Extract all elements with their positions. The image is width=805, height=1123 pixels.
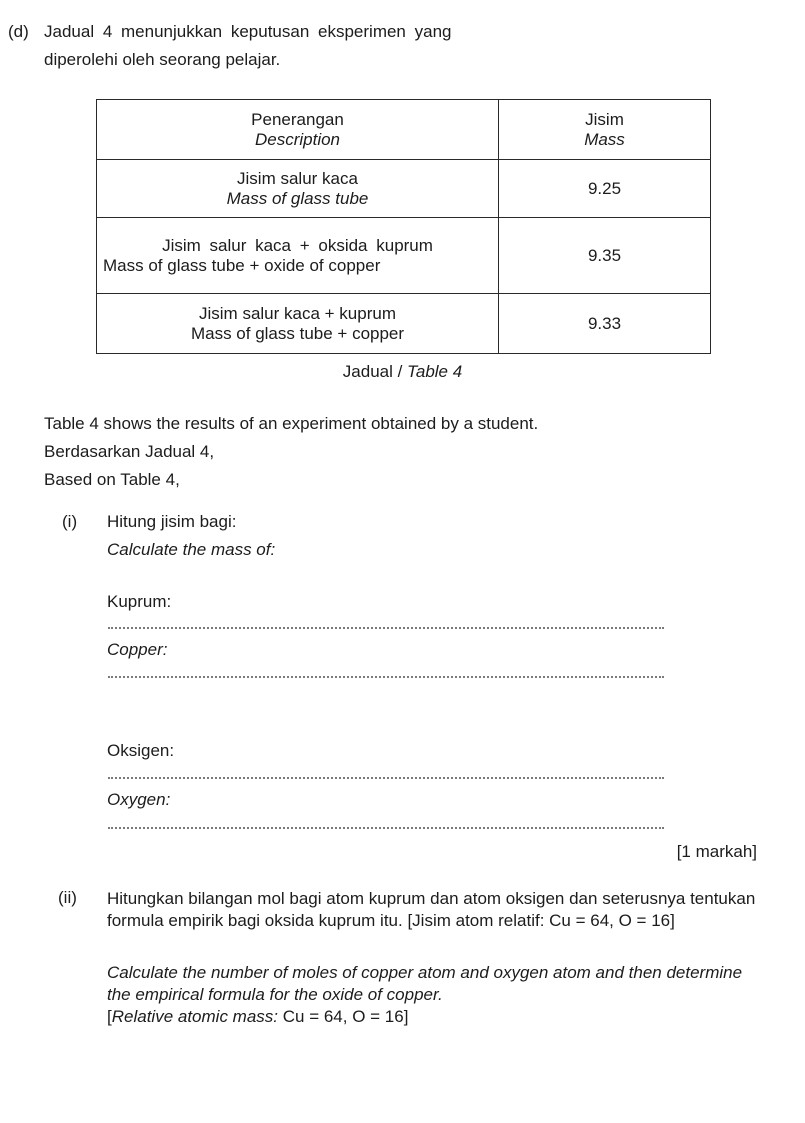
ram-bracket: [: [107, 1007, 112, 1026]
header-description-en: Description: [254, 129, 341, 149]
row-description-ms: Jisim salur kaca: [237, 168, 358, 188]
intro-english: Table 4 shows the results of an experiment obtained by a student.: [44, 414, 539, 433]
oxygen-label-en: Oxygen:: [107, 790, 171, 809]
table-header-row: [97, 100, 711, 160]
answer-line-oxygen-1[interactable]: [108, 777, 664, 779]
part-i-instruction-en: Calculate the mass of:: [107, 540, 276, 559]
row-mass-value: 9.35: [499, 218, 711, 294]
row-description-ms: Jisim salur kaca + kuprum: [199, 303, 396, 323]
part-ii-instruction-en: [107, 962, 767, 1028]
question-text-line1: Jadual 4 menunjukkan keputusan eksperimen yang: [44, 22, 452, 41]
intro-english-2: Based on Table 4,: [44, 470, 180, 489]
marks-label: [1 markah]: [676, 842, 757, 861]
table-caption: [0, 362, 805, 382]
copper-label-ms: Kuprum:: [107, 592, 172, 611]
row-description-en: Mass of glass tube + copper: [190, 323, 405, 343]
question-label: (d): [8, 22, 29, 41]
table-caption-ms: Jadual /: [342, 362, 408, 381]
ram-values: Cu = 64, O = 16]: [278, 1007, 409, 1026]
row-description-en: Mass of glass tube + oxide of copper: [103, 255, 381, 275]
intro-malay: Berdasarkan Jadual 4,: [44, 442, 215, 461]
header-description-ms: Penerangan: [251, 109, 344, 129]
part-ii-instruction-ms: Hitungkan bilangan mol bagi atom kuprum dan atom oksigen dan seterusnya tentukan formula empirik bagi oksida kuprum itu. [Jisim atom relatif: Cu = 64, O = 16]: [107, 889, 756, 930]
table-row: [97, 294, 711, 354]
copper-label-en: Copper:: [107, 640, 168, 659]
row-description-en: Mass of glass tube: [226, 188, 369, 208]
row-description-ms: Jisim salur kaca + oksida kuprum: [162, 235, 433, 255]
oxygen-label-ms: Oksigen:: [107, 741, 175, 760]
results-table: [96, 99, 711, 354]
part-ii-instruction-en-text: Calculate the number of moles of copper atom and oxygen atom and then determine the empirical formula for the oxide of copper.: [107, 963, 743, 1004]
header-mass-en: Mass: [584, 129, 625, 149]
row-description: [97, 218, 499, 294]
table-caption-en: Table 4: [407, 362, 463, 381]
answer-line-copper-2[interactable]: [108, 676, 664, 678]
table-row: [97, 218, 711, 294]
part-i-number: (i): [62, 512, 78, 531]
question-text-line2: diperolehi oleh seorang pelajar.: [44, 50, 281, 69]
row-description: [97, 294, 499, 354]
part-i-instruction-ms: Hitung jisim bagi:: [107, 512, 237, 531]
header-mass-ms: Jisim: [585, 109, 624, 129]
header-description: [97, 100, 499, 160]
row-mass-value: 9.33: [499, 294, 711, 354]
answer-line-copper-1[interactable]: [108, 627, 664, 629]
ram-label: Relative atomic mass:: [111, 1007, 279, 1026]
table-row: [97, 160, 711, 218]
row-mass-value: 9.25: [499, 160, 711, 218]
row-description: [97, 160, 499, 218]
header-mass: [499, 100, 711, 160]
part-ii-number: (ii): [58, 888, 77, 907]
answer-line-oxygen-2[interactable]: [108, 827, 664, 829]
